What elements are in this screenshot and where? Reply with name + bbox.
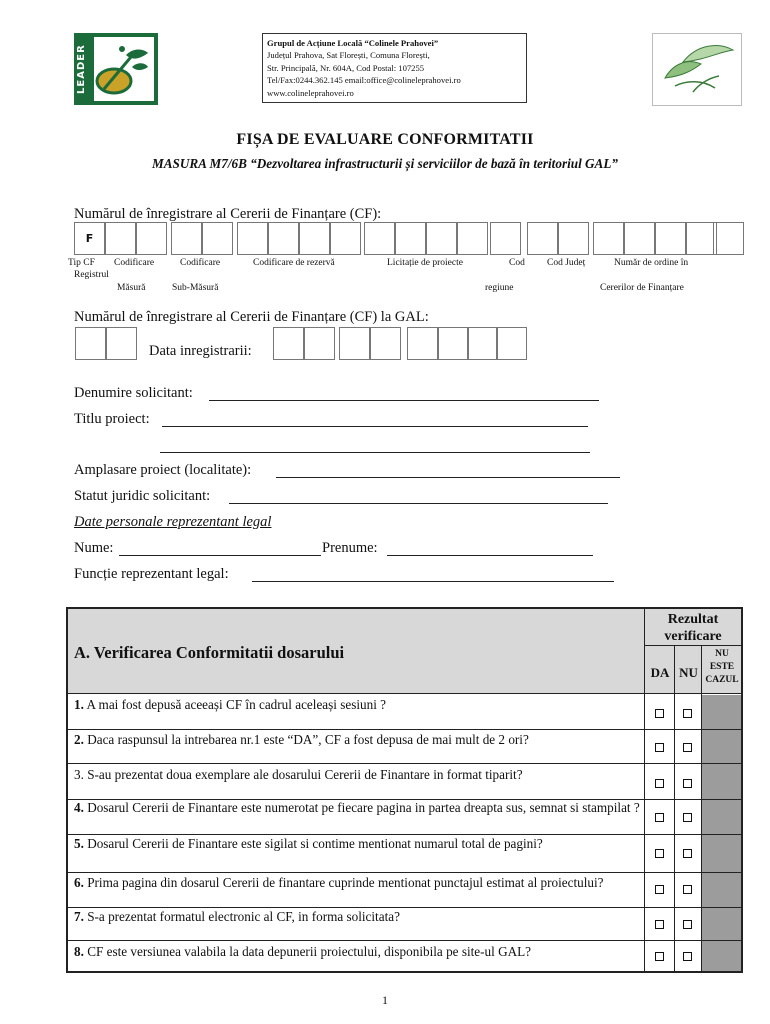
page-number: 1 xyxy=(382,993,388,1007)
checkbox-nu-3[interactable] xyxy=(683,779,692,788)
col-nu-header: NU xyxy=(679,665,698,680)
col-da-header: DA xyxy=(650,665,670,680)
functie-input-line[interactable] xyxy=(252,581,614,582)
question-number: 8. xyxy=(74,944,84,959)
code-label-tip-cf: Tip CF xyxy=(68,258,95,268)
date-cell[interactable] xyxy=(496,327,527,360)
question-6 xyxy=(74,875,642,890)
checkbox-da-4[interactable] xyxy=(655,813,664,822)
col-na-line2: ESTE xyxy=(709,662,735,672)
na-cell-1 xyxy=(702,695,741,729)
registration-cell[interactable] xyxy=(202,222,233,255)
date-cell[interactable] xyxy=(273,327,304,360)
registration-cell[interactable] xyxy=(237,222,268,255)
date-cell[interactable] xyxy=(438,327,469,360)
registration-cell[interactable] xyxy=(624,222,655,255)
amplasare-label: Amplasare proiect (localitate): xyxy=(74,462,252,478)
registration-cell[interactable] xyxy=(395,222,426,255)
code-label-rezerva: Codificare de rezervă xyxy=(253,258,335,268)
date-cell[interactable] xyxy=(304,327,335,360)
document-title: FIȘA DE EVALUARE CONFORMITATII xyxy=(236,131,534,148)
checkbox-da-1[interactable] xyxy=(655,709,664,718)
code-label-regiune-2: regiune xyxy=(485,283,514,293)
registration-cell[interactable] xyxy=(655,222,686,255)
question-text: CF este versiunea valabila la data depunerii proiectului, disponibila pe site-ul GAL? xyxy=(87,944,532,959)
na-cell-7 xyxy=(702,908,741,940)
registration-cell[interactable] xyxy=(105,222,136,255)
functie-label: Funcție reprezentant legal: xyxy=(74,566,229,582)
code-label-licitatie: Licitație de proiecte xyxy=(387,258,463,268)
registration-cell[interactable] xyxy=(268,222,299,255)
gal-registration-cell[interactable] xyxy=(106,327,137,360)
leader-logo-text: LEADER xyxy=(76,44,87,94)
gal-logo xyxy=(652,33,742,106)
registration-cell[interactable] xyxy=(457,222,488,255)
question-number: 6. xyxy=(74,875,84,890)
date-personale-heading: Date personale reprezentant legal xyxy=(74,514,272,530)
registration-cell[interactable] xyxy=(490,222,521,255)
titlu-input-line-2[interactable] xyxy=(160,452,590,453)
solicitant-input-line[interactable] xyxy=(209,400,599,401)
registration-label: Numărul de înregistrare al Cererii de Finanțare (CF): xyxy=(74,206,382,222)
question-text: Daca raspunsul la intrebarea nr.1 este “DA”, CF a fost depusa de mai mult de 2 ori? xyxy=(87,732,529,747)
question-3 xyxy=(74,767,648,782)
solicitant-label: Denumire solicitant: xyxy=(74,385,193,401)
registration-cell-type[interactable]: F xyxy=(74,222,105,255)
gal-address-2: Str. Principală, Nr. 604A, Cod Postal: 107255 xyxy=(267,62,425,73)
registration-cell[interactable] xyxy=(299,222,330,255)
question-1 xyxy=(74,697,642,712)
checkbox-nu-5[interactable] xyxy=(683,849,692,858)
checkbox-nu-7[interactable] xyxy=(683,920,692,929)
question-8 xyxy=(74,944,642,959)
date-cell[interactable] xyxy=(339,327,370,360)
na-cell-2 xyxy=(702,730,741,763)
verification-table xyxy=(66,607,743,973)
leaf-emblem-icon xyxy=(74,33,158,105)
titlu-label: Titlu proiect: xyxy=(74,411,150,427)
checkbox-da-5[interactable] xyxy=(655,849,664,858)
col-na-line3: CAZUL xyxy=(705,675,739,685)
nume-label: Nume: xyxy=(74,540,114,556)
question-text: A mai fost depusă aceeași CF în cadrul aceleași sesiuni ? xyxy=(86,697,387,712)
question-7 xyxy=(74,909,642,924)
na-cell-8 xyxy=(702,941,741,971)
prenume-input-line[interactable] xyxy=(387,555,593,556)
checkbox-nu-6[interactable] xyxy=(683,885,692,894)
col-na-line1: NU xyxy=(715,649,729,659)
checkbox-da-6[interactable] xyxy=(655,885,664,894)
code-label-judet: Cod Județ xyxy=(547,258,586,268)
gal-name: Grupul de Acțiune Locală “Colinele Prahovei” xyxy=(267,38,439,48)
statut-label: Statut juridic solicitant: xyxy=(74,488,211,504)
document-subtitle: MASURA M7/6B “Dezvoltarea infrastructurii și serviciilor de bază în teritoriul GAL” xyxy=(151,156,619,171)
checkbox-da-8[interactable] xyxy=(655,952,664,961)
gal-registration-cell[interactable] xyxy=(75,327,106,360)
amplasare-input-line[interactable] xyxy=(276,477,620,478)
date-registration-label: Data inregistrarii: xyxy=(149,343,252,359)
gal-contact-box xyxy=(262,33,527,103)
question-number: 2. xyxy=(74,732,84,747)
checkbox-nu-1[interactable] xyxy=(683,709,692,718)
question-text: Dosarul Cererii de Finantare este sigilat si contime mentionat numarul total de pagini? xyxy=(87,836,543,851)
prenume-label: Prenume: xyxy=(322,540,378,556)
question-2 xyxy=(74,732,642,747)
registration-cell[interactable] xyxy=(713,222,744,255)
checkbox-da-3[interactable] xyxy=(655,779,664,788)
registration-cell[interactable] xyxy=(426,222,457,255)
registration-cell[interactable] xyxy=(558,222,589,255)
registration-cell[interactable] xyxy=(527,222,558,255)
checkbox-nu-4[interactable] xyxy=(683,813,692,822)
code-label-masura-2: Măsură xyxy=(117,283,146,293)
code-label-cereri: Cererilor de Finanțare xyxy=(600,283,684,293)
code-label-submasura-2: Sub-Măsură xyxy=(172,283,219,293)
na-cell-6 xyxy=(702,873,741,907)
titlu-input-line[interactable] xyxy=(162,426,588,427)
statut-input-line[interactable] xyxy=(229,503,608,504)
date-cell[interactable] xyxy=(370,327,401,360)
registration-cell[interactable] xyxy=(136,222,167,255)
gal-colinele-prahovei-logo-icon xyxy=(653,34,741,105)
checkbox-da-2[interactable] xyxy=(655,743,664,752)
checkbox-da-7[interactable] xyxy=(655,920,664,929)
code-label-regiune: Cod xyxy=(509,258,525,268)
gal-address-1: Județul Prahova, Sat Florești, Comuna Florești, xyxy=(267,50,430,61)
registration-cell[interactable] xyxy=(364,222,395,255)
leader-logo xyxy=(74,33,158,105)
code-label-masura: Codificare xyxy=(114,258,155,268)
code-label-submasura: Codificare xyxy=(180,258,221,268)
question-number: 1. xyxy=(74,697,84,712)
na-cell-4 xyxy=(702,800,741,834)
question-4 xyxy=(74,800,642,815)
na-cell-3 xyxy=(702,764,741,799)
question-number: 5. xyxy=(74,836,84,851)
col-not-applicable-header xyxy=(702,648,742,687)
question-text: 3. S-au prezentat doua exemplare ale dosarului Cererii de Finantare in format tiparit? xyxy=(74,767,523,782)
code-label-nr-ordine: Număr de ordine în xyxy=(614,258,689,268)
registration-code-cells[interactable] xyxy=(74,222,744,256)
gal-website: www.colineleprahovei.ro xyxy=(267,87,354,98)
na-cell-5 xyxy=(702,835,741,872)
gal-registration-label: Numărul de înregistrare al Cererii de Finanțare (CF) la GAL: xyxy=(74,309,429,325)
question-5 xyxy=(74,836,642,851)
registration-cell[interactable] xyxy=(330,222,361,255)
question-number: 4. xyxy=(74,800,84,815)
result-header: Rezultat verificare xyxy=(664,612,722,644)
code-label-registrul: Registrul xyxy=(74,270,109,280)
checkbox-nu-8[interactable] xyxy=(683,952,692,961)
registration-cell[interactable] xyxy=(593,222,624,255)
question-text: Prima pagina din dosarul Cererii de finantare cuprinde mentionat punctajul estimat al proiectului? xyxy=(87,875,604,890)
question-text: Dosarul Cererii de Finantare este numerotat pe fiecare pagina in partea dreapta sus, semnat si stampilat ? xyxy=(87,800,640,815)
date-cell[interactable] xyxy=(407,327,438,360)
registration-cell[interactable] xyxy=(171,222,202,255)
date-cell[interactable] xyxy=(467,327,498,360)
gal-contact: Tel/Fax:0244.362.145 email:office@colineleprahovei.ro xyxy=(267,75,461,86)
section-title: A. Verificarea Conformitatii dosarului xyxy=(74,643,345,662)
question-number: 7. xyxy=(74,909,84,924)
nume-input-line[interactable] xyxy=(119,555,321,556)
question-text: S-a prezentat formatul electronic al CF, in forma solicitata? xyxy=(87,909,400,924)
checkbox-nu-2[interactable] xyxy=(683,743,692,752)
